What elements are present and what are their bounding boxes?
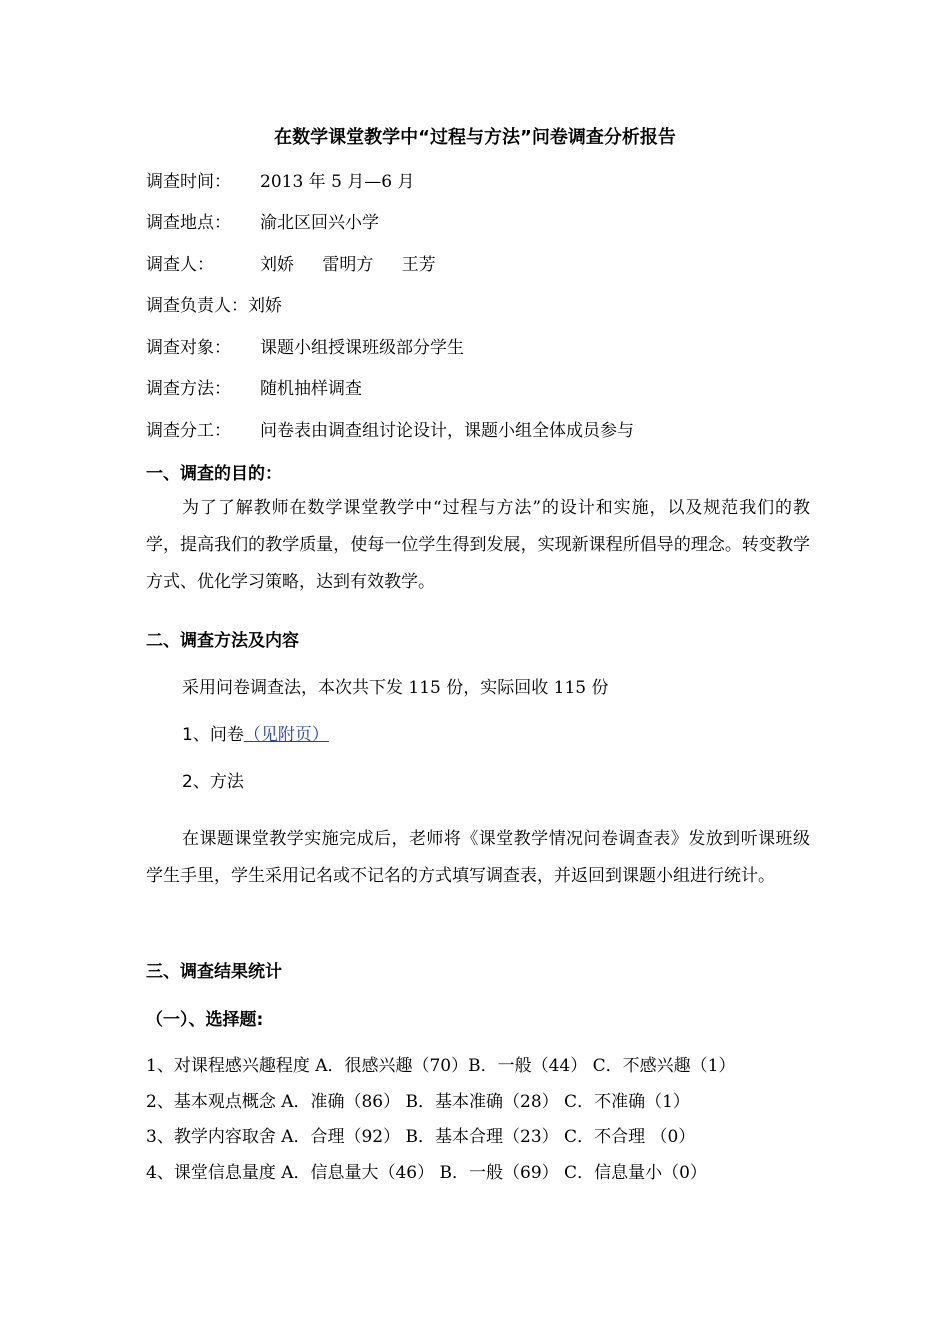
- meta-label: 调查人：: [146, 255, 214, 275]
- method-item-questionnaire: [182, 723, 329, 747]
- method-intro: [182, 676, 609, 700]
- section-body-method: 在课题课堂教学实施完成后，老师将《课堂教学情况问卷调查表》发放到听课班级学生手里，学生采用记名或不记名的方式填写调查表，并返回到课题小组进行统计。: [146, 829, 810, 886]
- meta-value: 问卷表由调查组讨论设计，课题小组全体成员参与: [260, 421, 634, 441]
- meta-value: 刘娇: [248, 296, 282, 316]
- section-body-purpose: 为了了解教师在数学课堂教学中“过程与方法”的设计和实施，以及规范我们的教学，提高我们的教学质量，使每一位学生得到发展，实现新课程所倡导的理念。转变教学方式、优化学习策略，达到有效教学。: [146, 498, 810, 592]
- meta-value: 刘娇 雷明方 王芳: [260, 255, 436, 275]
- subheading-choice-questions: （一）、选择题:: [146, 1010, 264, 1030]
- meta-label: 调查负责人：: [146, 296, 248, 316]
- question-item: 3、教学内容取舍 A．合理（92） B．基本合理（23） C．不合理 （0）: [146, 1127, 696, 1147]
- method-item-prefix: 1、问卷: [182, 725, 244, 745]
- section-heading-results: 三、调查结果统计: [146, 962, 282, 982]
- meta-value: 渝北区回兴小学: [260, 213, 379, 233]
- meta-row-subjects: [146, 336, 464, 360]
- appendix-link[interactable]: （见附页）: [243, 725, 329, 745]
- meta-label: 调查分工：: [146, 421, 231, 441]
- meta-label: 调查时间：: [146, 172, 231, 192]
- meta-row-investigators: [146, 253, 436, 277]
- meta-label: 调查方法：: [146, 379, 231, 399]
- meta-row-method: [146, 377, 362, 401]
- section-heading-purpose: 一、调查的目的：: [146, 464, 282, 484]
- meta-label: 调查对象：: [146, 338, 231, 358]
- meta-row-time: [146, 170, 415, 194]
- method-item-approach-text: 2、方法: [182, 772, 244, 792]
- meta-label: 调查地点：: [146, 213, 231, 233]
- meta-value: 随机抽样调查: [260, 379, 362, 399]
- meta-row-location: [146, 211, 379, 235]
- question-item: 4、课堂信息量度 A．信息量大（46） B．一般（69） C．信息量小（0）: [146, 1163, 707, 1183]
- meta-row-lead: [146, 294, 282, 318]
- section-heading-method: 二、调查方法及内容: [146, 631, 299, 651]
- method-intro-text: 采用问卷调查法，本次共下发 115 份，实际回收 115 份: [182, 678, 609, 698]
- question-item: 2、基本观点概念 A．准确（86） B．基本准确（28） C．不准确（1）: [146, 1092, 690, 1112]
- question-item: 1、对课程感兴趣程度 A．很感兴趣（70）B．一般（44） C．不感兴趣（1）: [146, 1056, 736, 1076]
- meta-value: 2013 年 5 月—6 月: [260, 172, 415, 192]
- document-title: 在数学课堂教学中“过程与方法”问卷调查分析报告: [274, 127, 676, 148]
- meta-row-division: [146, 419, 634, 443]
- method-item-approach: [182, 770, 244, 794]
- meta-value: 课题小组授课班级部分学生: [260, 338, 464, 358]
